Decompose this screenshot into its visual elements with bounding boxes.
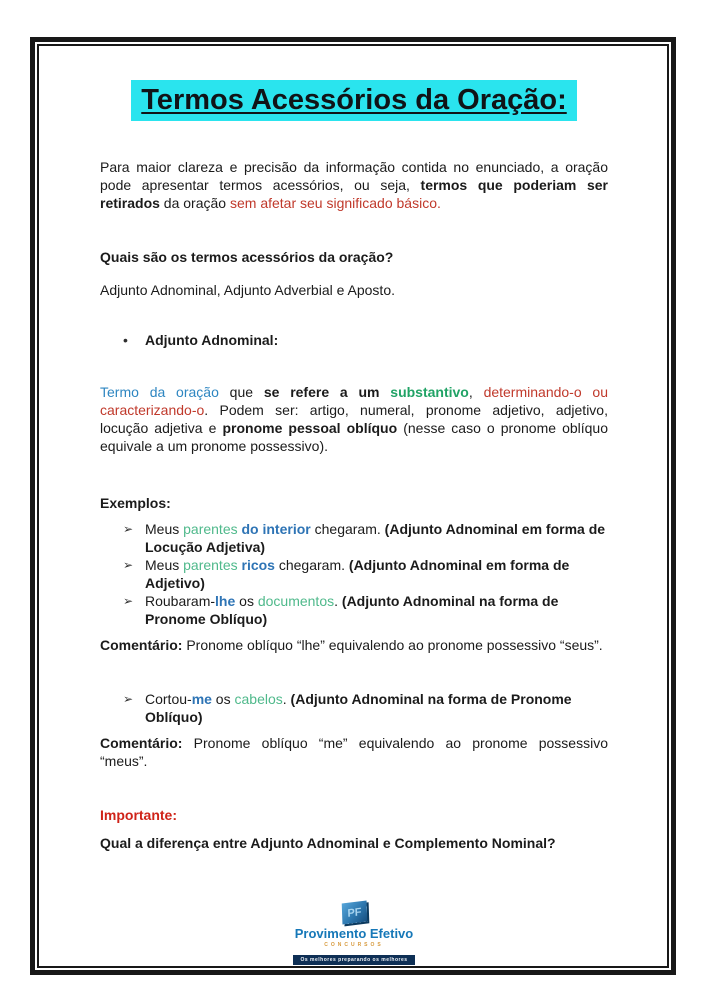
example-item-1 <box>100 520 608 556</box>
text-run: Comentário: <box>100 637 183 653</box>
bullet-icon: • <box>123 332 128 348</box>
example-item-2 <box>100 556 608 592</box>
text-run: os <box>235 593 258 609</box>
examples-heading: Exemplos: <box>100 495 171 511</box>
example-text <box>145 520 608 556</box>
example-item-3 <box>100 592 608 628</box>
question-heading: Quais são os termos acessórios da oração? <box>100 249 394 265</box>
text-run: (Adjunto Adnominal em forma de Locução Adjetiva) <box>145 521 606 555</box>
definition-paragraph <box>100 383 608 455</box>
text-run: se refere a um <box>263 384 391 400</box>
text-run: (nesse caso o pronome oblíquo equivale a um pronome possessivo). <box>100 420 608 454</box>
text-run: chegaram. <box>310 521 385 537</box>
example-text <box>145 592 608 628</box>
text-run: Meus <box>145 521 184 537</box>
page-border <box>30 37 676 975</box>
text-run: Para maior clareza e precisão da informação contida no enunciado, a oração pode apresentar termos acessórios, ou seja, <box>100 159 608 193</box>
final-question: Qual a diferença entre Adjunto Adnominal e Complemento Nominal? <box>100 835 556 851</box>
text-run: lhe <box>215 593 236 609</box>
topic-bullet-label: Adjunto Adnominal: <box>145 332 279 348</box>
text-run: , <box>468 384 484 400</box>
text-run: (Adjunto Adnominal na forma de Pronome Oblíquo) <box>145 593 559 627</box>
text-run: . Podem ser: artigo, numeral, pronome adjetivo, adjetivo, locução adjetiva e <box>100 402 608 436</box>
comment-1 <box>100 636 608 654</box>
text-run: substantivo <box>390 384 469 400</box>
text-run: da oração <box>159 195 230 211</box>
logo-brand-name: Provimento Efetivo <box>294 926 414 941</box>
text-run: me <box>191 691 212 707</box>
page-title: Termos Acessórios da Oração: <box>131 80 577 121</box>
text-run: Pronome oblíquo “me” equivalendo ao pronome possessivo “meus”. <box>100 735 608 769</box>
text-run: (Adjunto Adnominal na forma de Pronome Oblíquo) <box>145 691 572 725</box>
text-run: Comentário: <box>100 735 183 751</box>
important-label: Importante: <box>100 807 177 823</box>
intro-paragraph <box>100 158 608 212</box>
comment-2 <box>100 734 608 770</box>
text-run: Meus <box>145 557 184 573</box>
logo-cube-icon: PF <box>341 900 367 924</box>
text-run: Roubaram- <box>145 593 216 609</box>
text-run: parentes <box>183 557 242 573</box>
text-run: . <box>282 691 291 707</box>
example-item-4 <box>100 690 608 726</box>
text-run: cabelos <box>234 691 283 707</box>
arrow-icon: ➢ <box>123 558 134 572</box>
text-run: Pronome oblíquo “lhe” equivalendo ao pronome possessivo “seus”. <box>182 637 603 653</box>
example-text <box>145 690 608 726</box>
text-run: os <box>211 691 235 707</box>
topic-bullet-item <box>100 331 608 349</box>
title-row <box>100 80 608 121</box>
footer-logo <box>100 902 608 965</box>
logo-subtitle: CONCURSOS <box>324 942 384 948</box>
text-run: termos que poderiam ser retirados <box>100 177 608 211</box>
text-run: ricos <box>241 557 275 573</box>
text-run: Termo da oração <box>100 384 219 400</box>
text-run: chegaram. <box>274 557 349 573</box>
text-run: que <box>218 384 264 400</box>
text-run: sem afetar seu significado básico. <box>229 195 441 211</box>
text-run: (Adjunto Adnominal em forma de Adjetivo) <box>145 557 570 591</box>
text-run: . <box>334 593 342 609</box>
text-run: documentos <box>257 593 335 609</box>
example-text <box>145 556 608 592</box>
logo-tagline: Os melhores preparando os melhores <box>293 955 414 965</box>
question-answer: Adjunto Adnominal, Adjunto Adverbial e Aposto. <box>100 282 395 298</box>
text-run: parentes <box>183 521 242 537</box>
text-run: Cortou- <box>145 691 192 707</box>
text-run: pronome pessoal oblíquo <box>222 420 398 436</box>
arrow-icon: ➢ <box>123 692 134 706</box>
text-run: determinando-o ou caracterizando-o <box>100 384 608 418</box>
page-content <box>37 44 669 968</box>
arrow-icon: ➢ <box>123 594 134 608</box>
arrow-icon: ➢ <box>123 522 134 536</box>
text-run: do interior <box>241 521 311 537</box>
